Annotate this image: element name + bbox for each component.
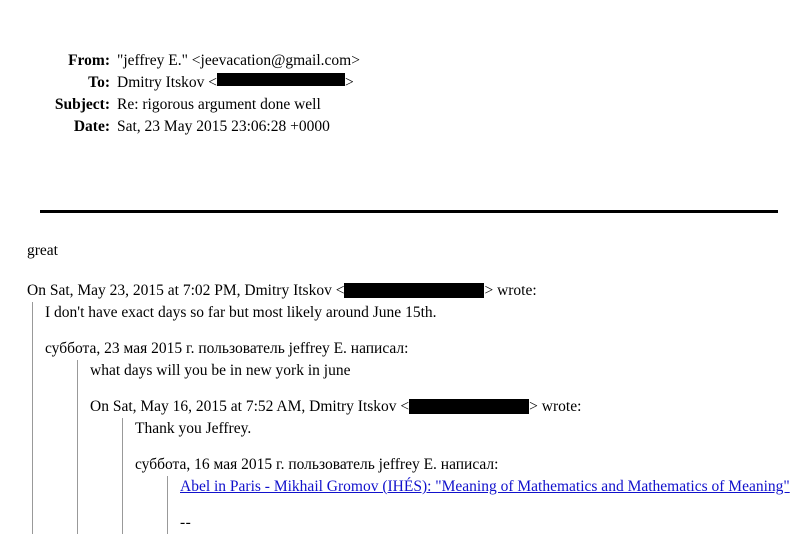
header-label-date: Date: [73, 118, 110, 135]
spacer-4 [180, 498, 800, 512]
signature-dashes: -- [180, 514, 192, 531]
quote3-attribution-before: On Sat, May 16, 2015 at 7:52 AM, Dmitry Itskov < [90, 398, 410, 415]
spacer-3 [135, 440, 800, 454]
quote2-attribution: суббота, 23 мая 2015 г. пользователь jeffrey E. написал: [45, 340, 409, 357]
quote3-attribution-after: > wrote: [529, 398, 582, 415]
quote1-attribution-after: > wrote: [484, 282, 537, 299]
header-label-from: From: [68, 52, 110, 69]
header-value-to-suffix: > [345, 74, 354, 91]
header-row-from [44, 50, 800, 72]
spacer-1 [45, 324, 800, 338]
header-row-to [44, 72, 800, 94]
header-value-to: Dmitry Itskov < [117, 74, 218, 91]
quote-level-2 [77, 360, 800, 534]
quote3-attribution [90, 396, 800, 418]
body-greeting: great [27, 242, 58, 259]
header-separator-rule [40, 210, 778, 213]
quote4-attribution: суббота, 16 мая 2015 г. пользователь jeffrey E. написал: [135, 456, 499, 473]
quote1-attribution [0, 280, 800, 302]
quote-level-3 [122, 418, 800, 534]
header-row-subject [44, 94, 800, 116]
quote-level-4 [167, 476, 800, 534]
redaction-bar-quote1-email [344, 283, 484, 298]
redaction-bar-recipient-email [217, 73, 345, 86]
quote1-attribution-before: On Sat, May 23, 2015 at 7:02 PM, Dmitry Itskov < [27, 282, 345, 299]
header-label-to: To: [88, 74, 110, 91]
quote4-link-line [180, 476, 800, 498]
header-label-subject: Subject: [54, 96, 110, 113]
header-row-date [44, 116, 800, 138]
email-header [0, 50, 800, 138]
redaction-bar-quote3-email [409, 399, 529, 414]
spacer-2 [90, 382, 800, 396]
header-value-date: Sat, 23 May 2015 23:06:28 +0000 [117, 118, 330, 135]
email-page [0, 50, 800, 532]
quote3-text: Thank you Jeffrey. [135, 420, 252, 437]
video-link[interactable]: Abel in Paris - Mikhail Gromov (IHÉS): "Meaning of Mathematics and Mathematics of Meaning" [180, 478, 790, 495]
quote-level-1 [32, 302, 800, 534]
email-body [0, 240, 800, 534]
quote2-text: what days will you be in new york in june [90, 362, 351, 379]
header-value-from: "jeffrey E." <jeevacation@gmail.com> [117, 52, 360, 69]
quote1-text: I don't have exact days so far but most likely around June 15th. [45, 304, 437, 321]
header-value-subject: Re: rigorous argument done well [117, 96, 321, 113]
